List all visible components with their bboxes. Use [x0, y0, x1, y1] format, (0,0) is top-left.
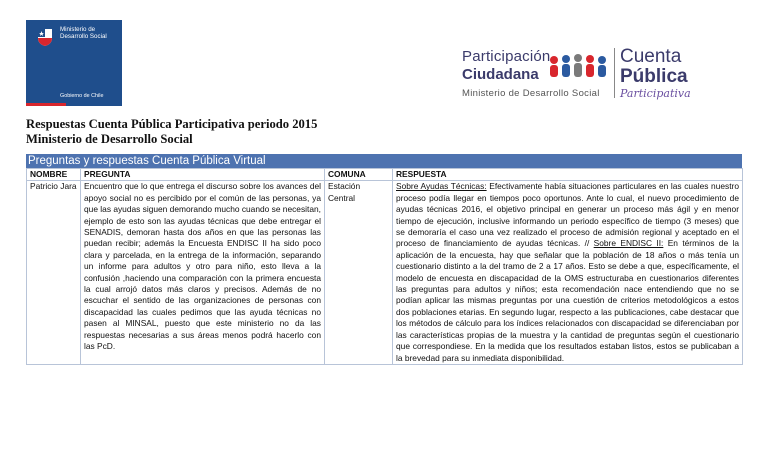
title-line-1: Respuestas Cuenta Pública Participativa periodo 2015: [26, 117, 318, 131]
logo-divider: [614, 48, 615, 98]
gobierno-label: Gobierno de Chile: [60, 93, 104, 99]
gobierno-logo: [26, 20, 122, 106]
header-pregunta: PREGUNTA: [81, 169, 325, 181]
cuenta-publica-logo: [462, 46, 692, 106]
header-comuna: COMUNA: [325, 169, 393, 181]
qa-table: [26, 168, 743, 365]
resp-label-endisc: Sobre ENDISC II:: [593, 238, 664, 249]
cell-nombre: Patricio Jara: [27, 181, 81, 365]
table-row: [27, 181, 743, 365]
people-group-icon: [546, 52, 610, 82]
resp-text-ayudas: Efectivamente había situaciones particulares en las cuales nuestro proceso podía llegar en tiempos poco oportunos. Ante lo cual, el nuevo procedimiento de ayudas técnicas 2016, el objetivo principal en generar un proceso más ágil y en menor tiempo de ejecución, inclusive informando un periodo específico de tiempo (3 meses) que se demoraría el caso una vez realizado el proceso de admisión regional y aceptado en el proceso de financiamiento de ayudas técnicas. //: [396, 181, 739, 249]
logo-ministerio: Ministerio de Desarrollo Social: [462, 88, 600, 99]
resp-text-endisc: En términos de la aplicación de la encuesta, hay que señalar que la población de 18 años o más tenía un cuestionario distinto a la del tramo de 2 a 17 años. Esto se debe a que, específicamente, el modelo de encuesta en discapacidad de la OMS estructuraba en cuestionarios diferentes las preguntas para adultos y niños; esta recomendación nace entendiendo que no se podían aplicar las mismas preguntas por una cuestión de criterios metodológicos a estos dos poblaciones etarias. En segundo lugar, respecto a las publicaciones, cabe destacar que los métodos de cálculo para los índices relacionados con discapacidad se diferenciaban por las características propias de la muestra y la cantidad de preguntas según el cuestionario que correspondiese. En la medida que los resultados estaban listos, estos se publicaban a la brevedad para su inmediata disponibilidad.: [396, 238, 739, 363]
logo-participacion: Participación: [462, 48, 551, 65]
logo-publica: Pública: [620, 66, 688, 87]
flag-red-bar: [26, 103, 66, 106]
logo-cuenta: Cuenta: [620, 46, 682, 67]
cell-comuna: Estación Central: [325, 181, 393, 365]
logo-participativa: Participativa: [620, 87, 691, 100]
ministry-name: Ministerio de Desarrollo Social: [60, 26, 107, 41]
title-line-2: Ministerio de Desarrollo Social: [26, 132, 193, 146]
cell-respuesta: [393, 181, 743, 365]
cell-pregunta: Encuentro que lo que entrega el discurso sobre los avances del apoyo social no es percibido por el común de las personas, ya que las ayudas siguen demorando mucho cuando se necesitan, ejemplo de esto son las ayudas técnicas que debe entregar el SENADIS, demoran hasta dos años en que las personas las puedan recibir; además la Encuesta ENDISC II ha sido poco clara y parcelada, en la entrega de la información, separando un informe para adultos y otro para niño, esto lleva a la confusión ,haciendo una comparación con la primera encuesta la cual arrojó datos más claros y precisos. Además de no escuchar el sentido de las organizaciones de personas con discapacidad las cuales pedimos que las ayuda técnicas no pasen al MINSAL, puesto que este ministerio no da las respuestas necesarias a sus áreas menos podrá hacerlo con las PcD.: [81, 181, 325, 365]
resp-label-ayudas: Sobre Ayudas Técnicas:: [396, 181, 487, 192]
coat-of-arms-icon: [34, 26, 56, 48]
header-respuesta: RESPUESTA: [393, 169, 743, 181]
table-header-row: [27, 169, 743, 181]
header-nombre: NOMBRE: [27, 169, 81, 181]
logo-ciudadana: Ciudadana: [462, 66, 539, 83]
document-title: [26, 117, 317, 147]
section-header: Preguntas y respuestas Cuenta Pública Virtual: [26, 154, 742, 168]
